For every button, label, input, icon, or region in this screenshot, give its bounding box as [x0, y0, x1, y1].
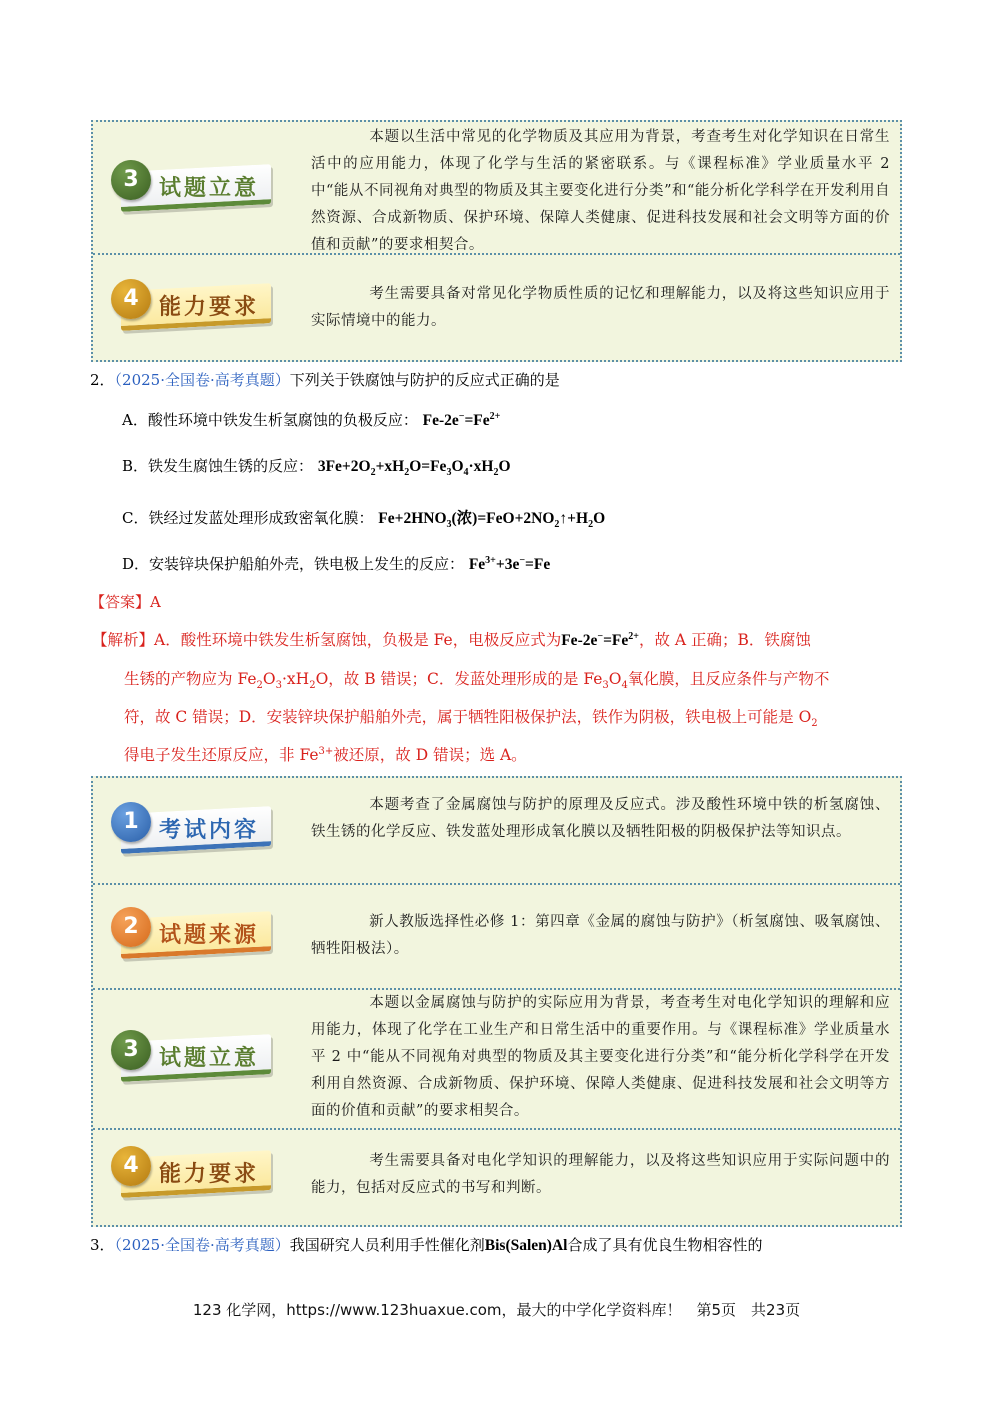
answer-line: 【答案】A [90, 593, 161, 611]
formula: $Fe^{3+}+3e^-=Fe$ [468, 554, 551, 573]
badge-content [111, 800, 276, 862]
badge-title: 能力要求 [159, 294, 260, 320]
badge-title: 能力要求 [159, 1161, 260, 1187]
panel-text: 本题考查了金属腐蚀与防护的原理及反应式。涉及酸性环境中铁的析氢腐蚀、铁生锈的化学反应、铁发蓝处理形成氧化膜以及牺牲阳极的阴极保护法等知识点。 [311, 797, 890, 840]
question-source: （2025·全国卷·高考真题） [114, 371, 290, 389]
badge-title: 试题立意 [159, 1045, 260, 1071]
formula: $Fe+2HNO_3$(浓)$=FeO+2NO_2↑+H_2O$ [378, 510, 606, 531]
panel-text: 新人教版选择性必修 1：第四章《金属的腐蚀与防护》（析氢腐蚀、吸氧腐蚀、牺牲阳极法）。 [311, 914, 890, 957]
badge-title: 考试内容 [159, 817, 260, 843]
badge-source [111, 905, 276, 967]
number-3-icon: 3 [111, 160, 151, 200]
question-stem: 下列关于铁腐蚀与防护的反应式正确的是 [289, 371, 560, 389]
option-d: D．安装锌块保护船舶外壳，铁电极上发生的反应： $Fe^{3+}+3e^-=Fe$ [122, 554, 551, 573]
badge-intent [111, 1028, 276, 1090]
badge-title: 试题来源 [159, 922, 260, 948]
analysis-text: 【解析】A．酸性环境中铁发生析氢腐蚀，负极是 Fe，电极反应式为$Fe-2e^-=Fe^{2+}$，故 A 正确；B．铁腐蚀 生锈的产物应为 $Fe_2O_3\cdot xH_2O$，故 B 错误；C．发蓝处理形成的是 $Fe_3O_4$氧化膜，且反应条件与产物不 符，故 C 错误；D．安装锌块保护船舶外壳，属于牺牲阳极保护法，铁作为阴极，铁电极上可能是 $O_2$ 得电子发生还原反应，非 $Fe^{3+}$被还原，故 D 错误；选 A。 [92, 630, 830, 764]
panel-intent [93, 990, 900, 1130]
panel-source [93, 885, 900, 990]
panel-text: 本题以金属腐蚀与防护的实际应用为背景，考查考生对电化学知识的理解和应用能力，体现了化学在工业生产和日常生活中的重要作用。与《课程标准》学业质量水平 2 中“能从不同视角对典型的物质及其主要变化进行分类”和“能分析化学科学在开发利用自然资源、合成新物质、保护环境、保障人类健康、促进科技发展和社会文明等方面的价值和贡献”的要求相契合。 [311, 995, 890, 1119]
panel-text: 考生需要具备对常见化学物质性质的记忆和理解能力，以及将这些知识应用于实际情境中的能力。 [311, 286, 890, 329]
question-source: （2025·全国卷·高考真题） [114, 1236, 290, 1254]
panel-content [93, 778, 900, 885]
option-c: C．铁经过发蓝处理形成致密氧化膜： $Fe+2HNO_3$(浓)$=FeO+2NO_2↑+H_2O$ [122, 509, 606, 531]
option-b: B．铁发生腐蚀生锈的反应： $3Fe+2O_2+xH_2O=Fe_3O_4\cdot xH_2O$ [122, 457, 511, 479]
answer-value: A [150, 593, 161, 611]
number-4-icon: 4 [111, 1146, 151, 1186]
number-2-icon: 2 [111, 907, 151, 947]
formula: $Fe-2e^-=Fe^{2+}$ [422, 410, 501, 429]
panel-ability [93, 255, 900, 360]
number-1-icon: 1 [111, 802, 151, 842]
badge-ability [111, 277, 276, 339]
badge-title: 试题立意 [159, 175, 260, 201]
number-3-icon: 3 [111, 1030, 151, 1070]
panel-text: 本题以生活中常见的化学物质及其应用为背景，考查考生对化学知识在日常生活中的应用能力，体现了化学与生活的紧密联系。与《课程标准》学业质量水平 2 中“能从不同视角对典型的物质及其主要变化进行分类”和“能分析化学科学在开发利用自然资源、合成新物质、保护环境、保障人类健康、促进科技发展和社会文明等方面的价值和贡献”的要求相契合。 [311, 129, 890, 253]
question-3: 3．（2025·全国卷·高考真题）我国研究人员利用手性催化剂Bis(Salen)Al合成了具有优良生物相容性的 [90, 1236, 763, 1254]
number-4-icon: 4 [111, 279, 151, 319]
question-2: 2．（2025·全国卷·高考真题）下列关于铁腐蚀与防护的反应式正确的是 [90, 371, 560, 389]
panel-text: 考生需要具备对电化学知识的理解能力，以及将这些知识应用于实际问题中的能力，包括对反应式的书写和判断。 [311, 1153, 890, 1196]
analysis-box-2 [91, 776, 902, 1227]
page-footer: 123 化学网，https://www.123huaxue.com，最大的中学化学资料库！ 第5页 共23页 [192, 1301, 801, 1319]
analysis-box-1 [91, 120, 902, 362]
formula: $3Fe+2O_2+xH_2O=Fe_3O_4\cdot xH_2O$ [317, 458, 511, 479]
panel-intent [93, 122, 900, 255]
badge-ability [111, 1144, 276, 1206]
panel-ability [93, 1130, 900, 1225]
option-a: A．酸性环境中铁发生析氢腐蚀的负极反应： $Fe-2e^-=Fe^{2+}$ [122, 410, 501, 429]
badge-intent [111, 158, 276, 220]
